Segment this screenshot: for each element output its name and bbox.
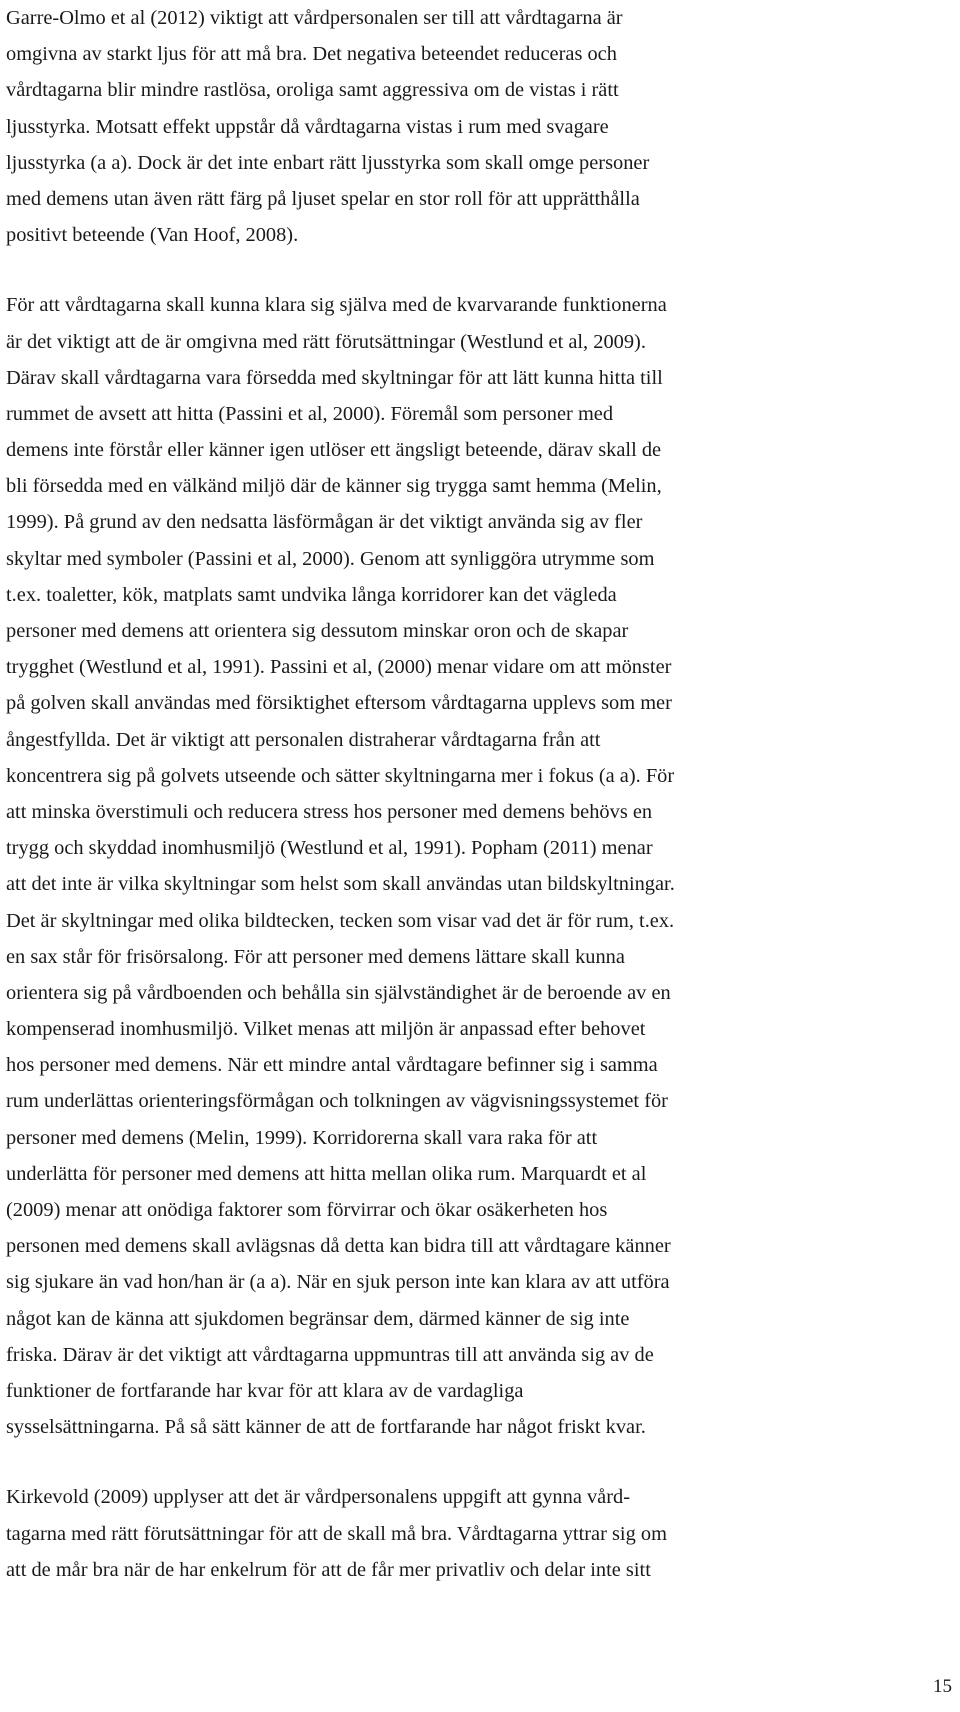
body-text — [6, 0, 936, 1588]
text-line: med demens utan även rätt färg på ljuset spelar en stor roll för att upprätthålla — [6, 187, 640, 210]
text-line: hos personer med demens. När ett mindre antal vårdtagare befinner sig i samma — [6, 1054, 658, 1077]
text-line: demens inte förstår eller känner igen utlöser ett ängsligt beteende, därav skall de — [6, 439, 662, 462]
text-line: att det inte är vilka skyltningar som helst som skall användas utan bildskyltningar. — [6, 873, 675, 896]
text-line: ångestfyllda. Det är viktigt att personalen distraherar vårdtagarna från att — [6, 728, 601, 751]
text-line: 1999). På grund av den nedsatta läsförmågan är det viktigt använda sig av fler — [6, 511, 643, 534]
text-line: Kirkevold (2009) upplyser att det är vårdpersonalens uppgift att gynna vård- — [6, 1486, 630, 1509]
text-line: funktioner de fortfarande har kvar för att klara av de vardagliga — [6, 1379, 524, 1402]
text-line: orientera sig på vårdboenden och behålla sin självständighet är de beroende av en — [6, 981, 671, 1004]
text-line: rummet de avsett att hitta (Passini et al, 2000). Föremål som personer med — [6, 402, 614, 425]
text-line: (2009) menar att onödiga faktorer som förvirrar och ökar osäkerheten hos — [6, 1199, 608, 1221]
text-line: vårdtagarna blir mindre rastlösa, oroliga samt aggressiva om de vistas i rätt — [6, 79, 619, 102]
text-line: ljusstyrka (a a). Dock är det inte enbart rätt ljusstyrka som skall omge personer — [6, 151, 650, 174]
text-line: underlätta för personer med demens att hitta mellan olika rum. Marquardt et al — [6, 1162, 647, 1185]
text-line: friska. Därav är det viktigt att vårdtagarna uppmuntras till att använda sig av de — [6, 1343, 654, 1366]
text-line: personer med demens (Melin, 1999). Korridorerna skall vara raka för att — [6, 1126, 598, 1149]
text-line: är det viktigt att de är omgivna med rätt förutsättningar (Westlund et al, 2009). — [6, 330, 646, 353]
text-line: omgivna av starkt ljus för att må bra. Det negativa beteendet reduceras och — [6, 43, 617, 66]
text-line: Det är skyltningar med olika bildtecken, tecken som visar vad det är för rum, t.ex. — [6, 909, 675, 932]
text-line: tagarna med rätt förutsättningar för att de skall må bra. Vårdtagarna yttrar sig om — [6, 1522, 667, 1545]
text-line: koncentrera sig på golvets utseende och sätter skyltningarna mer i fokus (a a). För — [6, 764, 675, 787]
paragraph — [6, 1479, 936, 1588]
text-line: något kan de känna att sjukdomen begränsar dem, därmed känner de sig inte — [6, 1307, 630, 1330]
text-line: För att vårdtagarna skall kunna klara sig själva med de kvarvarande funktionerna — [6, 294, 667, 317]
text-line: positivt beteende (Van Hoof, 2008). — [6, 224, 299, 247]
paragraph-gap — [6, 1445, 936, 1479]
text-line: Därav skall vårdtagarna vara försedda med skyltningar för att lätt kunna hitta till — [6, 366, 663, 389]
text-line: trygg och skyddad inomhusmiljö (Westlund et al, 1991). Popham (2011) menar — [6, 837, 653, 860]
text-line: sig sjukare än vad hon/han är (a a). När en sjuk person inte kan klara av att utföra — [6, 1271, 670, 1294]
text-line: ljusstyrka. Motsatt effekt uppstår då vårdtagarna vistas i rum med svagare — [6, 115, 609, 138]
text-line: skyltar med symboler (Passini et al, 2000). Genom att synliggöra utrymme som — [6, 547, 655, 570]
text-line: rum underlättas orienteringsförmågan och tolkningen av vägvisningssystemet för — [6, 1090, 668, 1113]
page-number: 15 — [933, 1676, 952, 1697]
text-line: t.ex. toaletter, kök, matplats samt undvika långa korridorer kan det vägleda — [6, 583, 617, 606]
text-line: personer med demens att orientera sig dessutom minskar oron och de skapar — [6, 620, 629, 642]
text-line: bli försedda med en välkänd miljö där de känner sig trygga samt hemma (Melin, — [6, 475, 662, 498]
text-line: Garre-Olmo et al (2012) viktigt att vårdpersonalen ser till att vårdtagarna är — [6, 7, 623, 29]
paragraph-gap — [6, 253, 936, 287]
text-line: att de mår bra när de har enkelrum för att de får mer privatliv och delar inte sitt — [6, 1558, 651, 1581]
text-line: sysselsättningarna. På så sätt känner de att de fortfarande har något friskt kvar. — [6, 1416, 646, 1439]
text-line: kompenserad inomhusmiljö. Vilket menas att miljön är anpassad efter behovet — [6, 1018, 646, 1041]
document-page — [6, 0, 936, 1588]
text-line: en sax står för frisörsalong. För att personer med demens lättare skall kunna — [6, 945, 625, 968]
text-line: trygghet (Westlund et al, 1991). Passini et al, (2000) menar vidare om att mönster — [6, 656, 672, 679]
paragraph — [6, 0, 936, 253]
text-line: att minska överstimuli och reducera stress hos personer med demens behövs en — [6, 800, 653, 823]
text-line: på golven skall användas med försiktighet eftersom vårdtagarna upplevs som mer — [6, 692, 672, 715]
text-line: personen med demens skall avlägsnas då detta kan bidra till att vårdtagare känner — [6, 1235, 671, 1258]
paragraph — [6, 287, 936, 1445]
